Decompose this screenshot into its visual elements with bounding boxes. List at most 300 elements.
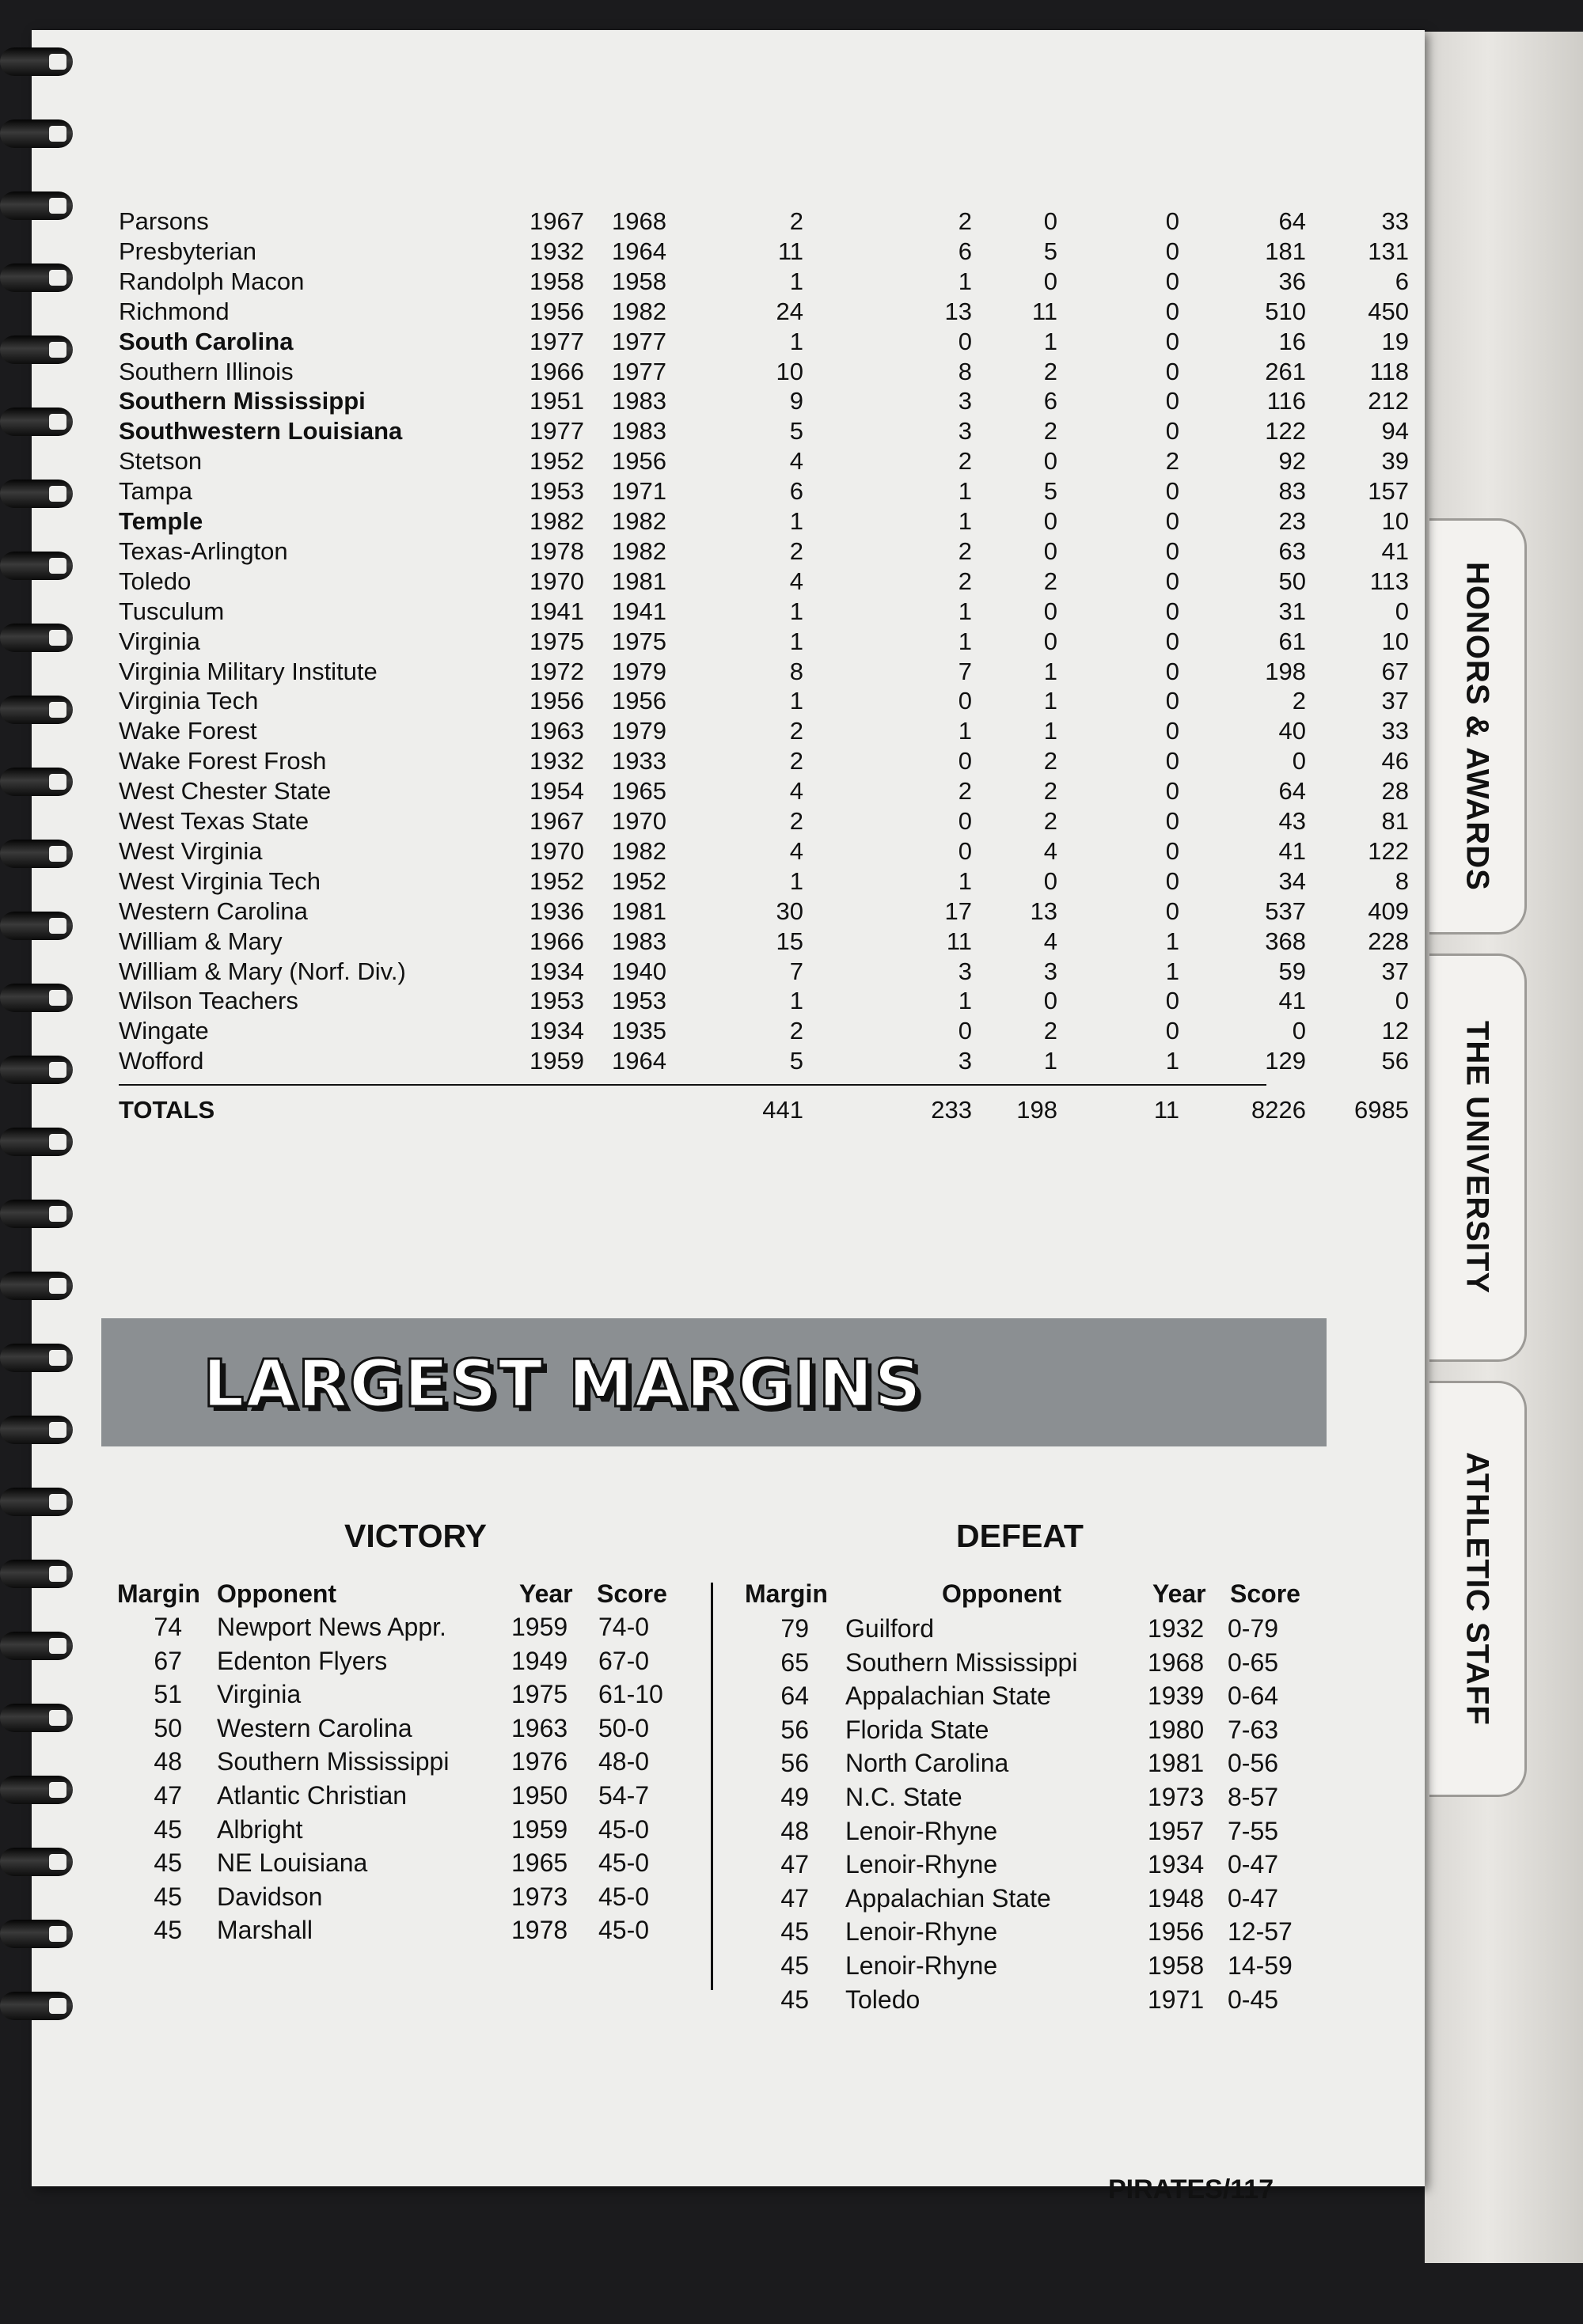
victory-score: 61-10 [598, 1680, 663, 1709]
won: 0 [958, 687, 972, 715]
games: 10 [776, 357, 803, 385]
lost: 1 [1043, 717, 1057, 745]
binding-ring [0, 47, 73, 76]
defeat-row [0, 1648, 1583, 1681]
defeat-row [0, 1985, 1583, 2019]
opponent-name: Southern Illinois [119, 357, 294, 385]
lost: 5 [1043, 477, 1057, 506]
defeat-opponent: Lenoir-Rhyne [845, 1951, 998, 1980]
games: 2 [789, 747, 803, 775]
opponent-name: West Texas State [119, 807, 309, 835]
last-year: 1979 [612, 657, 666, 685]
defeat-score: 7-55 [1228, 1816, 1279, 1845]
tied: 0 [1165, 597, 1179, 625]
tied: 0 [1165, 836, 1179, 865]
defeat-col-opponent: Opponent [942, 1579, 1062, 1608]
first-year: 1967 [530, 207, 584, 235]
opponent-name: Richmond [119, 297, 230, 325]
victory-year: 1959 [511, 1613, 568, 1641]
defeat-score: 0-56 [1228, 1749, 1279, 1778]
ecu-points: 537 [1265, 897, 1306, 925]
victory-year: 1965 [511, 1848, 568, 1878]
victory-col-opponent: Opponent [217, 1579, 337, 1608]
defeat-opponent: North Carolina [845, 1749, 1009, 1778]
opp-points: 39 [1381, 447, 1409, 476]
opp-points: 37 [1381, 957, 1409, 985]
victory-year: 1949 [511, 1646, 568, 1675]
victory-score: 54-7 [598, 1781, 650, 1810]
opp-points: 12 [1381, 1017, 1409, 1045]
ecu-points: 129 [1265, 1047, 1306, 1075]
first-year: 1941 [530, 597, 584, 625]
ecu-points: 41 [1278, 987, 1306, 1015]
record-row [119, 327, 1409, 358]
lost: 3 [1043, 957, 1057, 985]
binding-ring [0, 696, 73, 724]
last-year: 1933 [612, 747, 666, 775]
defeat-score: 0-47 [1228, 1850, 1279, 1879]
record-row [119, 417, 1409, 447]
ecu-points: 50 [1278, 567, 1306, 595]
won: 0 [958, 747, 972, 775]
victory-score: 48-0 [598, 1747, 650, 1776]
victory-margin: 45 [154, 1848, 182, 1878]
last-year: 1958 [612, 267, 666, 295]
ecu-points: 2 [1292, 687, 1306, 715]
binding-ring [0, 1128, 73, 1156]
victory-year: 1950 [511, 1781, 568, 1810]
defeat-opponent: Guilford [845, 1614, 935, 1643]
record-row [119, 657, 1409, 688]
victory-margin: 45 [154, 1814, 182, 1844]
record-row [119, 1017, 1409, 1047]
defeat-score: 7-63 [1228, 1715, 1279, 1744]
tied: 0 [1165, 687, 1179, 715]
opp-points: 94 [1381, 417, 1409, 445]
victory-margin: 50 [154, 1713, 182, 1742]
last-year: 1935 [612, 1017, 666, 1045]
won: 0 [958, 836, 972, 865]
binding-ring [0, 1416, 73, 1444]
tied: 0 [1165, 657, 1179, 685]
defeat-row [0, 1951, 1583, 1985]
record-row [119, 807, 1409, 837]
defeat-year: 1958 [1148, 1951, 1205, 1980]
defeat-opponent: N.C. State [845, 1783, 962, 1811]
victory-opponent: Southern Mississippi [217, 1747, 450, 1776]
games: 24 [776, 297, 803, 325]
record-row [119, 717, 1409, 747]
defeat-score: 0-45 [1228, 1985, 1279, 2014]
defeat-row [0, 1783, 1583, 1816]
ecu-points: 40 [1278, 717, 1306, 745]
last-year: 1982 [612, 836, 666, 865]
first-year: 1934 [530, 957, 584, 985]
ecu-points: 122 [1265, 417, 1306, 445]
opp-points: 56 [1381, 1047, 1409, 1075]
ecu-points: 16 [1278, 327, 1306, 355]
lost: 0 [1043, 447, 1057, 476]
first-year: 1951 [530, 387, 584, 415]
first-year: 1978 [530, 536, 584, 565]
defeat-margin: 56 [780, 1715, 809, 1744]
lost: 0 [1043, 866, 1057, 895]
totals-label: TOTALS [119, 1096, 215, 1124]
opponent-name: Wofford [119, 1047, 204, 1075]
victory-year: 1976 [511, 1747, 568, 1776]
defeat-row [0, 1850, 1583, 1883]
defeat-margin: 45 [780, 1951, 809, 1980]
won: 1 [958, 866, 972, 895]
last-year: 1970 [612, 807, 666, 835]
ecu-points: 83 [1278, 477, 1306, 506]
last-year: 1964 [612, 237, 666, 265]
won: 1 [958, 507, 972, 535]
tied: 1 [1165, 957, 1179, 985]
tied: 1 [1165, 1047, 1179, 1075]
opp-points: 113 [1369, 567, 1409, 595]
first-year: 1970 [530, 567, 584, 595]
lost: 1 [1043, 687, 1057, 715]
defeat-margin: 47 [780, 1850, 809, 1879]
first-year: 1958 [530, 267, 584, 295]
games: 1 [789, 327, 803, 355]
lost: 0 [1043, 536, 1057, 565]
first-year: 1972 [530, 657, 584, 685]
won: 1 [958, 267, 972, 295]
tied: 0 [1165, 507, 1179, 535]
opponent-name: Virginia Tech [119, 687, 259, 715]
opponent-name: Texas-Arlington [119, 536, 288, 565]
games: 2 [789, 807, 803, 835]
last-year: 1983 [612, 387, 666, 415]
first-year: 1932 [530, 237, 584, 265]
opp-points: 0 [1395, 987, 1409, 1015]
won: 3 [958, 417, 972, 445]
opp-points: 28 [1381, 777, 1409, 806]
games: 5 [789, 417, 803, 445]
last-year: 1982 [612, 536, 666, 565]
binding-ring [0, 1344, 73, 1372]
won: 3 [958, 387, 972, 415]
ecu-points: 198 [1265, 657, 1306, 685]
last-year: 1940 [612, 957, 666, 985]
defeat-row [0, 1681, 1583, 1715]
victory-margin: 45 [154, 1882, 182, 1911]
record-row [119, 747, 1409, 777]
opp-points: 118 [1369, 357, 1409, 385]
won: 7 [958, 657, 972, 685]
defeat-year: 1971 [1148, 1985, 1205, 2014]
binding-ring [0, 263, 73, 292]
opp-points: 8 [1395, 866, 1409, 895]
victory-score: 74-0 [598, 1613, 650, 1641]
ecu-points: 41 [1278, 836, 1306, 865]
first-year: 1982 [530, 507, 584, 535]
record-row [119, 207, 1409, 237]
tied: 2 [1165, 447, 1179, 476]
defeat-year: 1932 [1148, 1614, 1205, 1643]
opponent-name: Stetson [119, 447, 203, 476]
opponent-name: Tampa [119, 477, 193, 506]
ecu-points: 116 [1266, 387, 1306, 415]
defeat-year: 1973 [1148, 1783, 1205, 1811]
defeat-margin: 56 [780, 1749, 809, 1778]
games: 1 [789, 627, 803, 655]
victory-score: 45-0 [598, 1848, 650, 1878]
lost: 2 [1043, 777, 1057, 806]
tab-the-university[interactable] [1429, 953, 1527, 1362]
opponent-name: Virginia [119, 627, 200, 655]
games: 15 [776, 927, 803, 955]
binding-ring [0, 336, 73, 364]
defeat-year: 1939 [1148, 1681, 1205, 1711]
defeat-heading: DEFEAT [956, 1518, 1084, 1554]
tab-honors-awards[interactable] [1429, 518, 1527, 935]
defeat-opponent: Lenoir-Rhyne [845, 1917, 998, 1947]
record-row [119, 267, 1409, 298]
tied: 1 [1165, 927, 1179, 955]
opp-points: 81 [1381, 807, 1409, 835]
games: 6 [789, 477, 803, 506]
lost: 11 [1031, 297, 1057, 325]
first-year: 1956 [530, 297, 584, 325]
first-year: 1956 [530, 687, 584, 715]
record-row [119, 536, 1409, 567]
lost: 1 [1043, 1047, 1057, 1075]
last-year: 1977 [612, 327, 666, 355]
totals-opp-points: 6985 [1354, 1096, 1409, 1124]
defeat-margin: 64 [780, 1681, 809, 1711]
victory-opponent: Newport News Appr. [217, 1613, 446, 1641]
ecu-points: 64 [1278, 777, 1306, 806]
record-row [119, 627, 1409, 658]
binding-ring [0, 1488, 73, 1516]
opp-points: 41 [1381, 536, 1409, 565]
last-year: 1964 [612, 1047, 666, 1075]
defeat-score: 12-57 [1228, 1917, 1293, 1947]
ecu-points: 64 [1278, 207, 1306, 235]
tied: 0 [1165, 987, 1179, 1015]
opponent-name: Wake Forest Frosh [119, 747, 327, 775]
last-year: 1941 [612, 597, 666, 625]
record-row [119, 957, 1409, 988]
largest-margins-banner [101, 1318, 1327, 1446]
opp-points: 157 [1368, 477, 1409, 506]
tied: 0 [1165, 807, 1179, 835]
record-row [119, 387, 1409, 417]
binding-ring [0, 624, 73, 652]
tied: 0 [1165, 717, 1179, 745]
opponent-name: Wingate [119, 1017, 209, 1045]
victory-score: 67-0 [598, 1646, 650, 1675]
record-row [119, 597, 1409, 627]
tied: 0 [1165, 207, 1179, 235]
binding-ring [0, 552, 73, 580]
opp-points: 0 [1395, 597, 1409, 625]
victory-opponent: Marshall [217, 1916, 313, 1945]
tab-label: THE UNIVERSITY [1460, 1021, 1495, 1295]
last-year: 1977 [612, 357, 666, 385]
ecu-points: 92 [1278, 447, 1306, 476]
last-year: 1981 [612, 567, 666, 595]
ecu-points: 181 [1265, 237, 1306, 265]
first-year: 1966 [530, 357, 584, 385]
lost: 4 [1043, 927, 1057, 955]
ecu-points: 0 [1292, 1017, 1306, 1045]
games: 5 [789, 1047, 803, 1075]
totals-row [119, 1096, 1409, 1128]
won: 2 [958, 777, 972, 806]
first-year: 1977 [530, 417, 584, 445]
defeat-score: 8-57 [1228, 1783, 1279, 1811]
defeat-row [0, 1713, 1583, 1749]
opponent-name: Parsons [119, 207, 209, 235]
tied: 0 [1165, 777, 1179, 806]
won: 13 [944, 297, 972, 325]
victory-heading: VICTORY [344, 1518, 487, 1554]
victory-year: 1975 [511, 1680, 568, 1709]
opp-points: 46 [1381, 747, 1409, 775]
defeat-margin: 47 [780, 1883, 809, 1913]
opponent-name: Wake Forest [119, 717, 257, 745]
won: 1 [958, 987, 972, 1015]
first-year: 1934 [530, 1017, 584, 1045]
victory-opponent: Albright [217, 1814, 303, 1844]
first-year: 1952 [530, 447, 584, 476]
record-row [119, 447, 1409, 477]
won: 3 [958, 1047, 972, 1075]
tied: 0 [1165, 627, 1179, 655]
won: 2 [958, 447, 972, 476]
opponent-name: Temple [119, 507, 203, 535]
defeat-col-year: Year [1152, 1579, 1206, 1608]
defeat-year: 1948 [1148, 1883, 1205, 1913]
opp-points: 10 [1381, 507, 1409, 535]
record-row [119, 297, 1409, 328]
won: 1 [958, 627, 972, 655]
defeat-score: 14-59 [1228, 1951, 1293, 1980]
tied: 0 [1165, 357, 1179, 385]
lost: 2 [1043, 807, 1057, 835]
opp-points: 33 [1381, 717, 1409, 745]
victory-opponent: Western Carolina [217, 1713, 412, 1742]
last-year: 1971 [612, 477, 666, 506]
lost: 5 [1043, 237, 1057, 265]
defeat-margin: 48 [780, 1816, 809, 1845]
victory-score: 45-0 [598, 1916, 650, 1945]
tied: 0 [1165, 237, 1179, 265]
opponent-name: Tusculum [119, 597, 225, 625]
binding-ring [0, 480, 73, 508]
won: 1 [958, 717, 972, 745]
ecu-points: 368 [1265, 927, 1306, 955]
binding-ring [0, 984, 73, 1012]
record-row [119, 897, 1409, 927]
won: 1 [958, 477, 972, 506]
binding-ring [0, 408, 73, 436]
games: 9 [789, 387, 803, 415]
defeat-opponent: Lenoir-Rhyne [845, 1850, 998, 1879]
victory-margin: 67 [154, 1646, 182, 1675]
won: 1 [958, 597, 972, 625]
ecu-points: 261 [1265, 357, 1306, 385]
won: 0 [958, 807, 972, 835]
binding-ring [0, 840, 73, 868]
binding-ring [0, 1056, 73, 1084]
totals-tied: 11 [1153, 1096, 1179, 1124]
won: 11 [946, 927, 972, 955]
won: 2 [958, 207, 972, 235]
record-row [119, 357, 1409, 388]
last-year: 1968 [612, 207, 666, 235]
lost: 0 [1043, 507, 1057, 535]
victory-opponent: Davidson [217, 1882, 323, 1911]
opponent-name: South Carolina [119, 327, 294, 355]
games: 4 [789, 777, 803, 806]
games: 30 [776, 897, 803, 925]
lost: 1 [1043, 327, 1057, 355]
opp-points: 228 [1368, 927, 1409, 955]
defeat-opponent: Toledo [845, 1985, 921, 2014]
last-year: 1983 [612, 417, 666, 445]
binding-ring [0, 1560, 73, 1588]
victory-margin: 48 [154, 1747, 182, 1776]
lost: 2 [1043, 357, 1057, 385]
defeat-row [0, 1884, 1583, 1917]
defeat-margin: 79 [780, 1614, 809, 1643]
record-row [119, 987, 1409, 1017]
victory-opponent: Edenton Flyers [217, 1646, 388, 1675]
defeat-row [0, 1614, 1583, 1647]
defeat-year: 1934 [1148, 1850, 1205, 1879]
first-year: 1963 [530, 717, 584, 745]
opponent-name: Wilson Teachers [119, 987, 298, 1015]
record-row [119, 1047, 1409, 1077]
last-year: 1979 [612, 717, 666, 745]
lost: 0 [1043, 267, 1057, 295]
opp-points: 409 [1368, 897, 1409, 925]
first-year: 1970 [530, 836, 584, 865]
totals-games: 441 [762, 1096, 803, 1124]
totals-ecu-points: 8226 [1251, 1096, 1306, 1124]
opponent-name: Virginia Military Institute [119, 657, 378, 685]
lost: 1 [1043, 657, 1057, 685]
opponent-name: West Chester State [119, 777, 332, 806]
opponent-name: Southwestern Louisiana [119, 417, 403, 445]
opp-points: 37 [1381, 687, 1409, 715]
ecu-points: 61 [1278, 627, 1306, 655]
last-year: 1975 [612, 627, 666, 655]
victory-year: 1978 [511, 1916, 568, 1945]
tab-label: ATHLETIC STAFF [1460, 1452, 1495, 1726]
record-row [119, 507, 1409, 537]
last-year: 1982 [612, 507, 666, 535]
banner-title: LARGEST MARGINS [203, 1347, 923, 1422]
first-year: 1932 [530, 747, 584, 775]
last-year: 1952 [612, 866, 666, 895]
ecu-points: 63 [1278, 536, 1306, 565]
victory-year: 1959 [511, 1814, 568, 1844]
games: 2 [789, 207, 803, 235]
first-year: 1953 [530, 477, 584, 506]
record-row [119, 866, 1409, 897]
games: 2 [789, 536, 803, 565]
defeat-year: 1980 [1148, 1715, 1205, 1744]
lost: 4 [1043, 836, 1057, 865]
opponent-name: West Virginia [119, 836, 263, 865]
defeat-year: 1957 [1148, 1816, 1205, 1845]
